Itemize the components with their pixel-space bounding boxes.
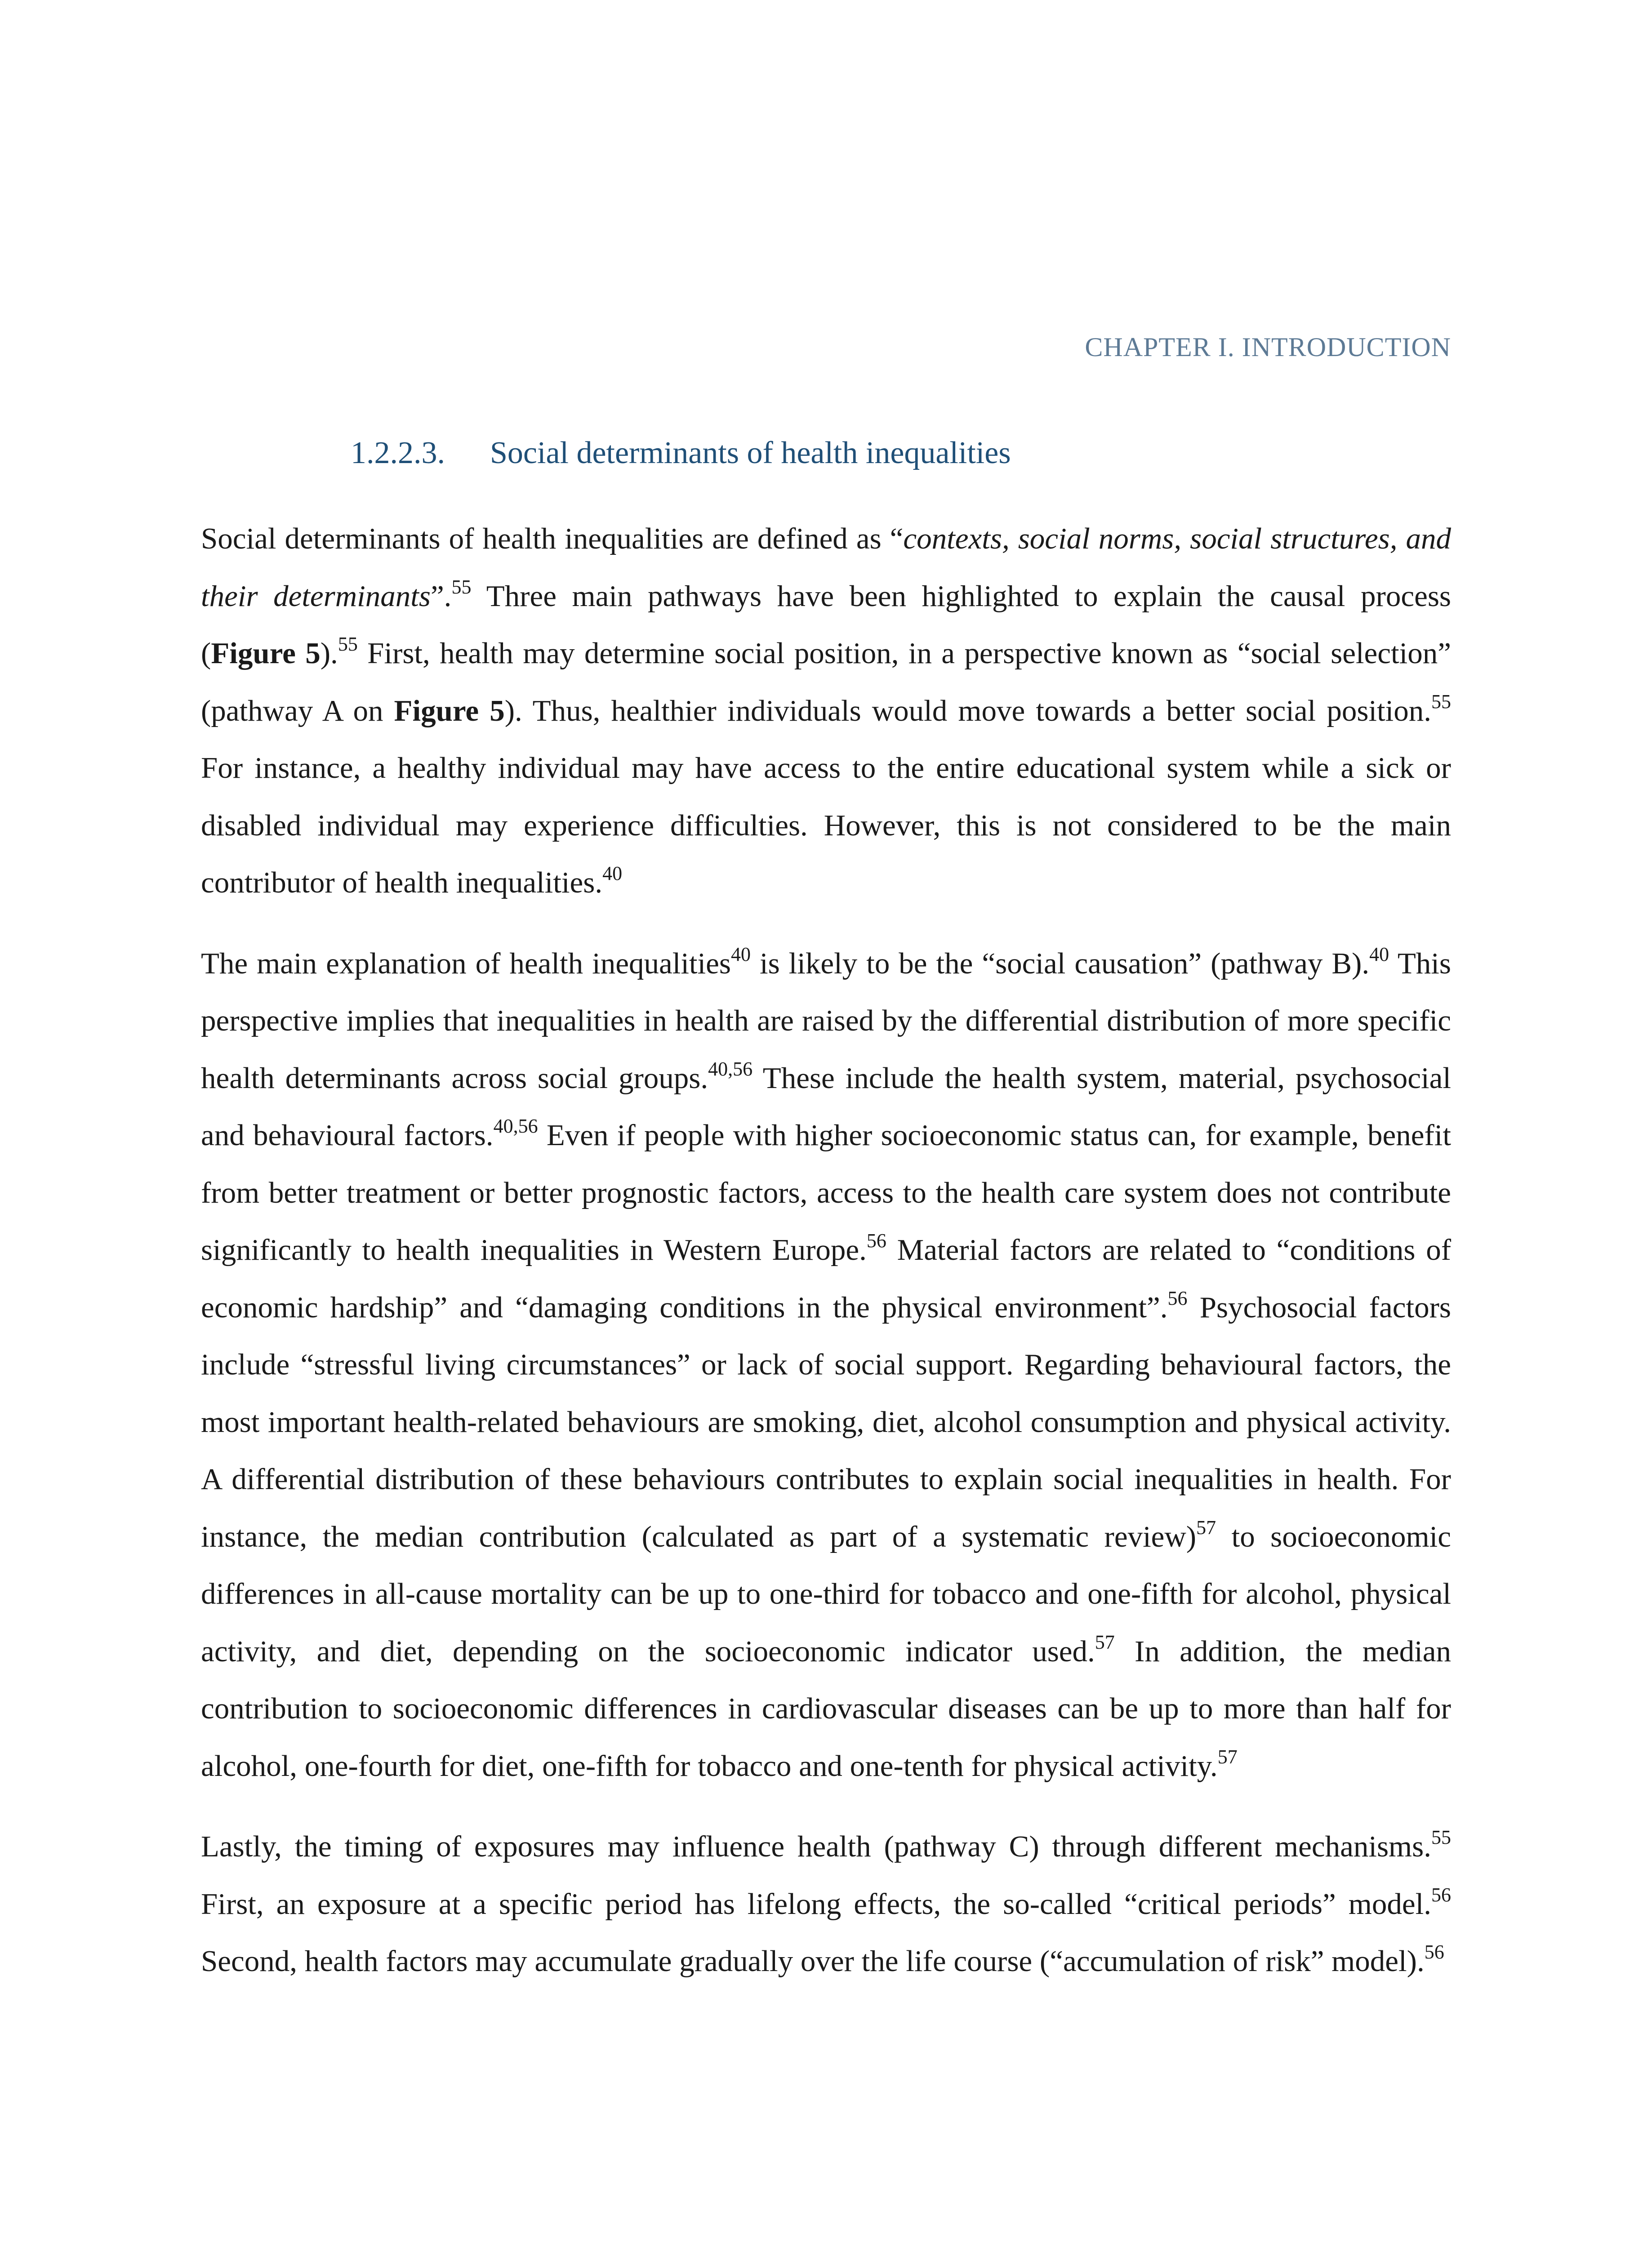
text-run: ). xyxy=(320,637,338,670)
text-run: to socioeconomic differences in all-cause mortality can be up to one-third for tobacco and one-fifth for alcohol, physical activity, and diet, depending on the socioeconomic indicator used. xyxy=(201,1520,1452,1668)
citation-ref: 40 xyxy=(730,943,751,965)
citation-ref: 40 xyxy=(602,862,623,884)
citation-ref: 40,56 xyxy=(708,1057,753,1080)
text-run: Three main pathways have been highlighted to explain the causal process ( xyxy=(201,579,1451,670)
citation-ref: 56 xyxy=(1167,1287,1188,1309)
text-run: First, health may determine social position, in a perspective known as “social selection” (pathway A on xyxy=(201,637,1451,727)
running-header: CHAPTER I. INTRODUCTION xyxy=(1085,332,1451,362)
citation-ref: 57 xyxy=(1217,1745,1238,1768)
figure-ref: Figure 5 xyxy=(211,637,321,670)
text-run: Social determinants of health inequalities are defined as “ xyxy=(201,522,904,555)
body-text xyxy=(201,510,1451,2014)
citation-ref: 55 xyxy=(1431,690,1451,713)
figure-ref: Figure 5 xyxy=(394,694,505,727)
citation-ref: 56 xyxy=(866,1230,886,1252)
text-run: ”. xyxy=(430,579,452,613)
text-run: Even if people with higher socioeconomic status can, for example, benefit from better treatment or better prognostic factors, access to the health care system does not contribute significantly to health inequalities in Western Europe. xyxy=(201,1119,1451,1267)
citation-ref: 55 xyxy=(1431,1826,1451,1848)
text-run: For instance, a healthy individual may have access to the entire educational system while a sick or disabled individual may experience difficulties. However, this is not considered to be the main contributor of health inequalities. xyxy=(201,751,1451,899)
italic-quote: contexts, social norms, social structures, and their determinants xyxy=(201,522,1451,613)
section-title: Social determinants of health inequalities xyxy=(490,436,1011,470)
section-heading xyxy=(351,435,1011,471)
text-run: is likely to be the “social causation” (pathway B). xyxy=(750,946,1370,980)
text-run: Material factors are related to “conditions of economic hardship” and “damaging conditions in the physical environment”. xyxy=(201,1233,1452,1324)
section-number: 1.2.2.3. xyxy=(351,436,445,470)
text-run: Psychosocial factors include “stressful living circumstances” or lack of social support. Regarding behavioural factors, the most important health-related behaviours are smoking, diet, alcohol consumption and physical activity. A differential distribution of these behaviours contributes to explain social inequalities in health. For instance, the median contribution (calculated as part of a systematic review) xyxy=(201,1290,1452,1553)
citation-ref: 57 xyxy=(1196,1516,1216,1539)
text-run: First, an exposure at a specific period has lifelong effects, the so-called “critical periods” model. xyxy=(201,1887,1431,1921)
citation-ref: 55 xyxy=(451,575,472,598)
text-run: Second, health factors may accumulate gradually over the life course (“accumulation of risk” model). xyxy=(201,1945,1425,1978)
citation-ref: 40 xyxy=(1369,943,1389,965)
body-paragraph xyxy=(201,935,1451,1795)
text-run: This perspective implies that inequalities in health are raised by the differential distribution of more specific health determinants across social groups. xyxy=(201,946,1451,1095)
citation-ref: 56 xyxy=(1431,1883,1451,1906)
citation-ref: 55 xyxy=(338,633,358,655)
text-run: Lastly, the timing of exposures may influence health (pathway C) through different mechanisms. xyxy=(201,1830,1431,1863)
text-run: ). Thus, healthier individuals would move towards a better social position. xyxy=(504,694,1431,727)
citation-ref: 57 xyxy=(1095,1631,1115,1653)
text-run: In addition, the median contribution to socioeconomic differences in cardiovascular diseases can be up to more than half for alcohol, one-fourth for diet, one-fifth for tobacco and one-tenth for physical activity. xyxy=(201,1634,1451,1783)
body-paragraph xyxy=(201,1818,1451,1990)
citation-ref: 40,56 xyxy=(493,1115,538,1137)
text-run: These include the health system, material, psychosocial and behavioural factors. xyxy=(201,1061,1451,1152)
text-run: The main explanation of health inequalities xyxy=(201,946,731,980)
body-paragraph xyxy=(201,510,1451,912)
citation-ref: 56 xyxy=(1424,1941,1444,1963)
